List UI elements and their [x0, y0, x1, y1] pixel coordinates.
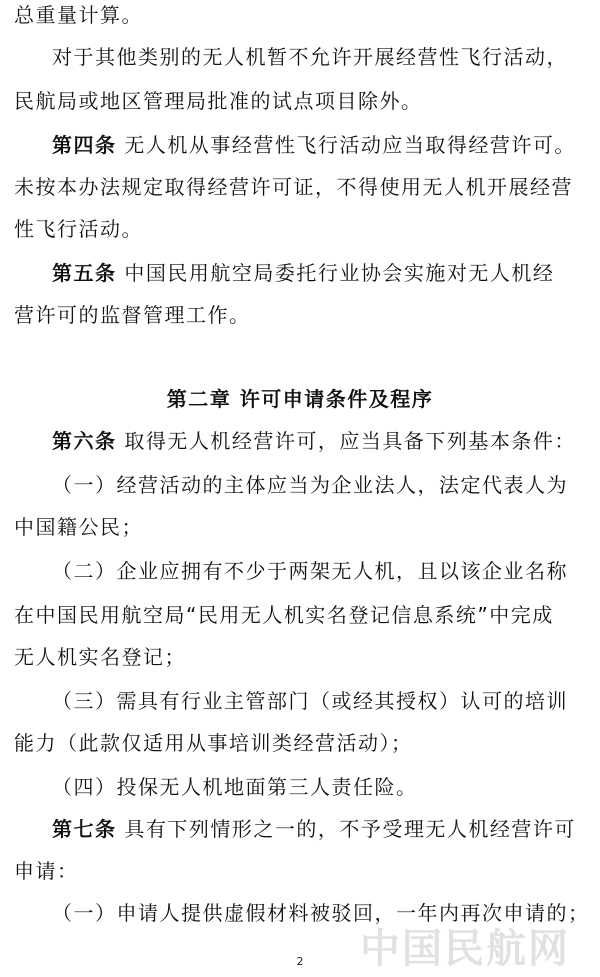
paragraph-line: 申请：: [14, 859, 79, 883]
paragraph-line: 总重量计算。: [14, 3, 143, 27]
page-number: 2: [296, 955, 304, 968]
paragraph-line: 未按本办法规定取得经营许可证，不得使用无人机开展经营: [14, 175, 573, 199]
paragraph-line: 中国籍公民；: [14, 515, 143, 539]
article-six-line: 第六条 取得无人机经营许可，应当具备下列基本条件：: [52, 429, 576, 453]
paragraph-line: 营许可的监督管理工作。: [14, 303, 251, 327]
list-item-line: （一）经营活动的主体应当为企业法人，法定代表人为: [52, 473, 568, 497]
article-label: 第四条: [52, 133, 117, 157]
article-label: 第五条: [52, 261, 117, 285]
list-item-line: （三）需具有行业主管部门（或经其授权）认可的培训: [52, 689, 568, 713]
article-four-line: 第四条 无人机从事经营性飞行活动应当取得经营许可。: [52, 133, 576, 157]
article-label: 第七条: [52, 817, 117, 841]
paragraph-line: 无人机实名登记；: [14, 645, 186, 669]
article-five-line: 第五条 中国民用航空局委托行业协会实施对无人机经: [52, 261, 555, 285]
paragraph-line: 对于其他类别的无人机暂不允许开展经营性飞行活动，: [52, 45, 568, 69]
paragraph-line: 能力（此款仅适用从事培训类经营活动）；: [14, 731, 413, 755]
chapter-heading: 第二章 许可申请条件及程序: [166, 387, 434, 411]
list-item-line: （二）企业应拥有不少于两架无人机，且以该企业名称: [52, 559, 568, 583]
paragraph-line: 民航局或地区管理局批准的试点项目除外。: [14, 89, 423, 113]
article-seven-line: 第七条 具有下列情形之一的，不予受理无人机经营许可: [52, 817, 576, 841]
article-label: 第六条: [52, 429, 117, 453]
paragraph-line: 在中国民用航空局“民用无人机实名登记信息系统”中完成: [14, 603, 554, 627]
watermark-logo: 中国民航网: [360, 926, 570, 972]
paragraph-line: 性飞行活动。: [14, 217, 143, 241]
list-item-line: （一）申请人提供虚假材料被驳回，一年内再次申请的；: [52, 901, 590, 925]
list-item-line: （四）投保无人机地面第三人责任险。: [52, 775, 418, 799]
